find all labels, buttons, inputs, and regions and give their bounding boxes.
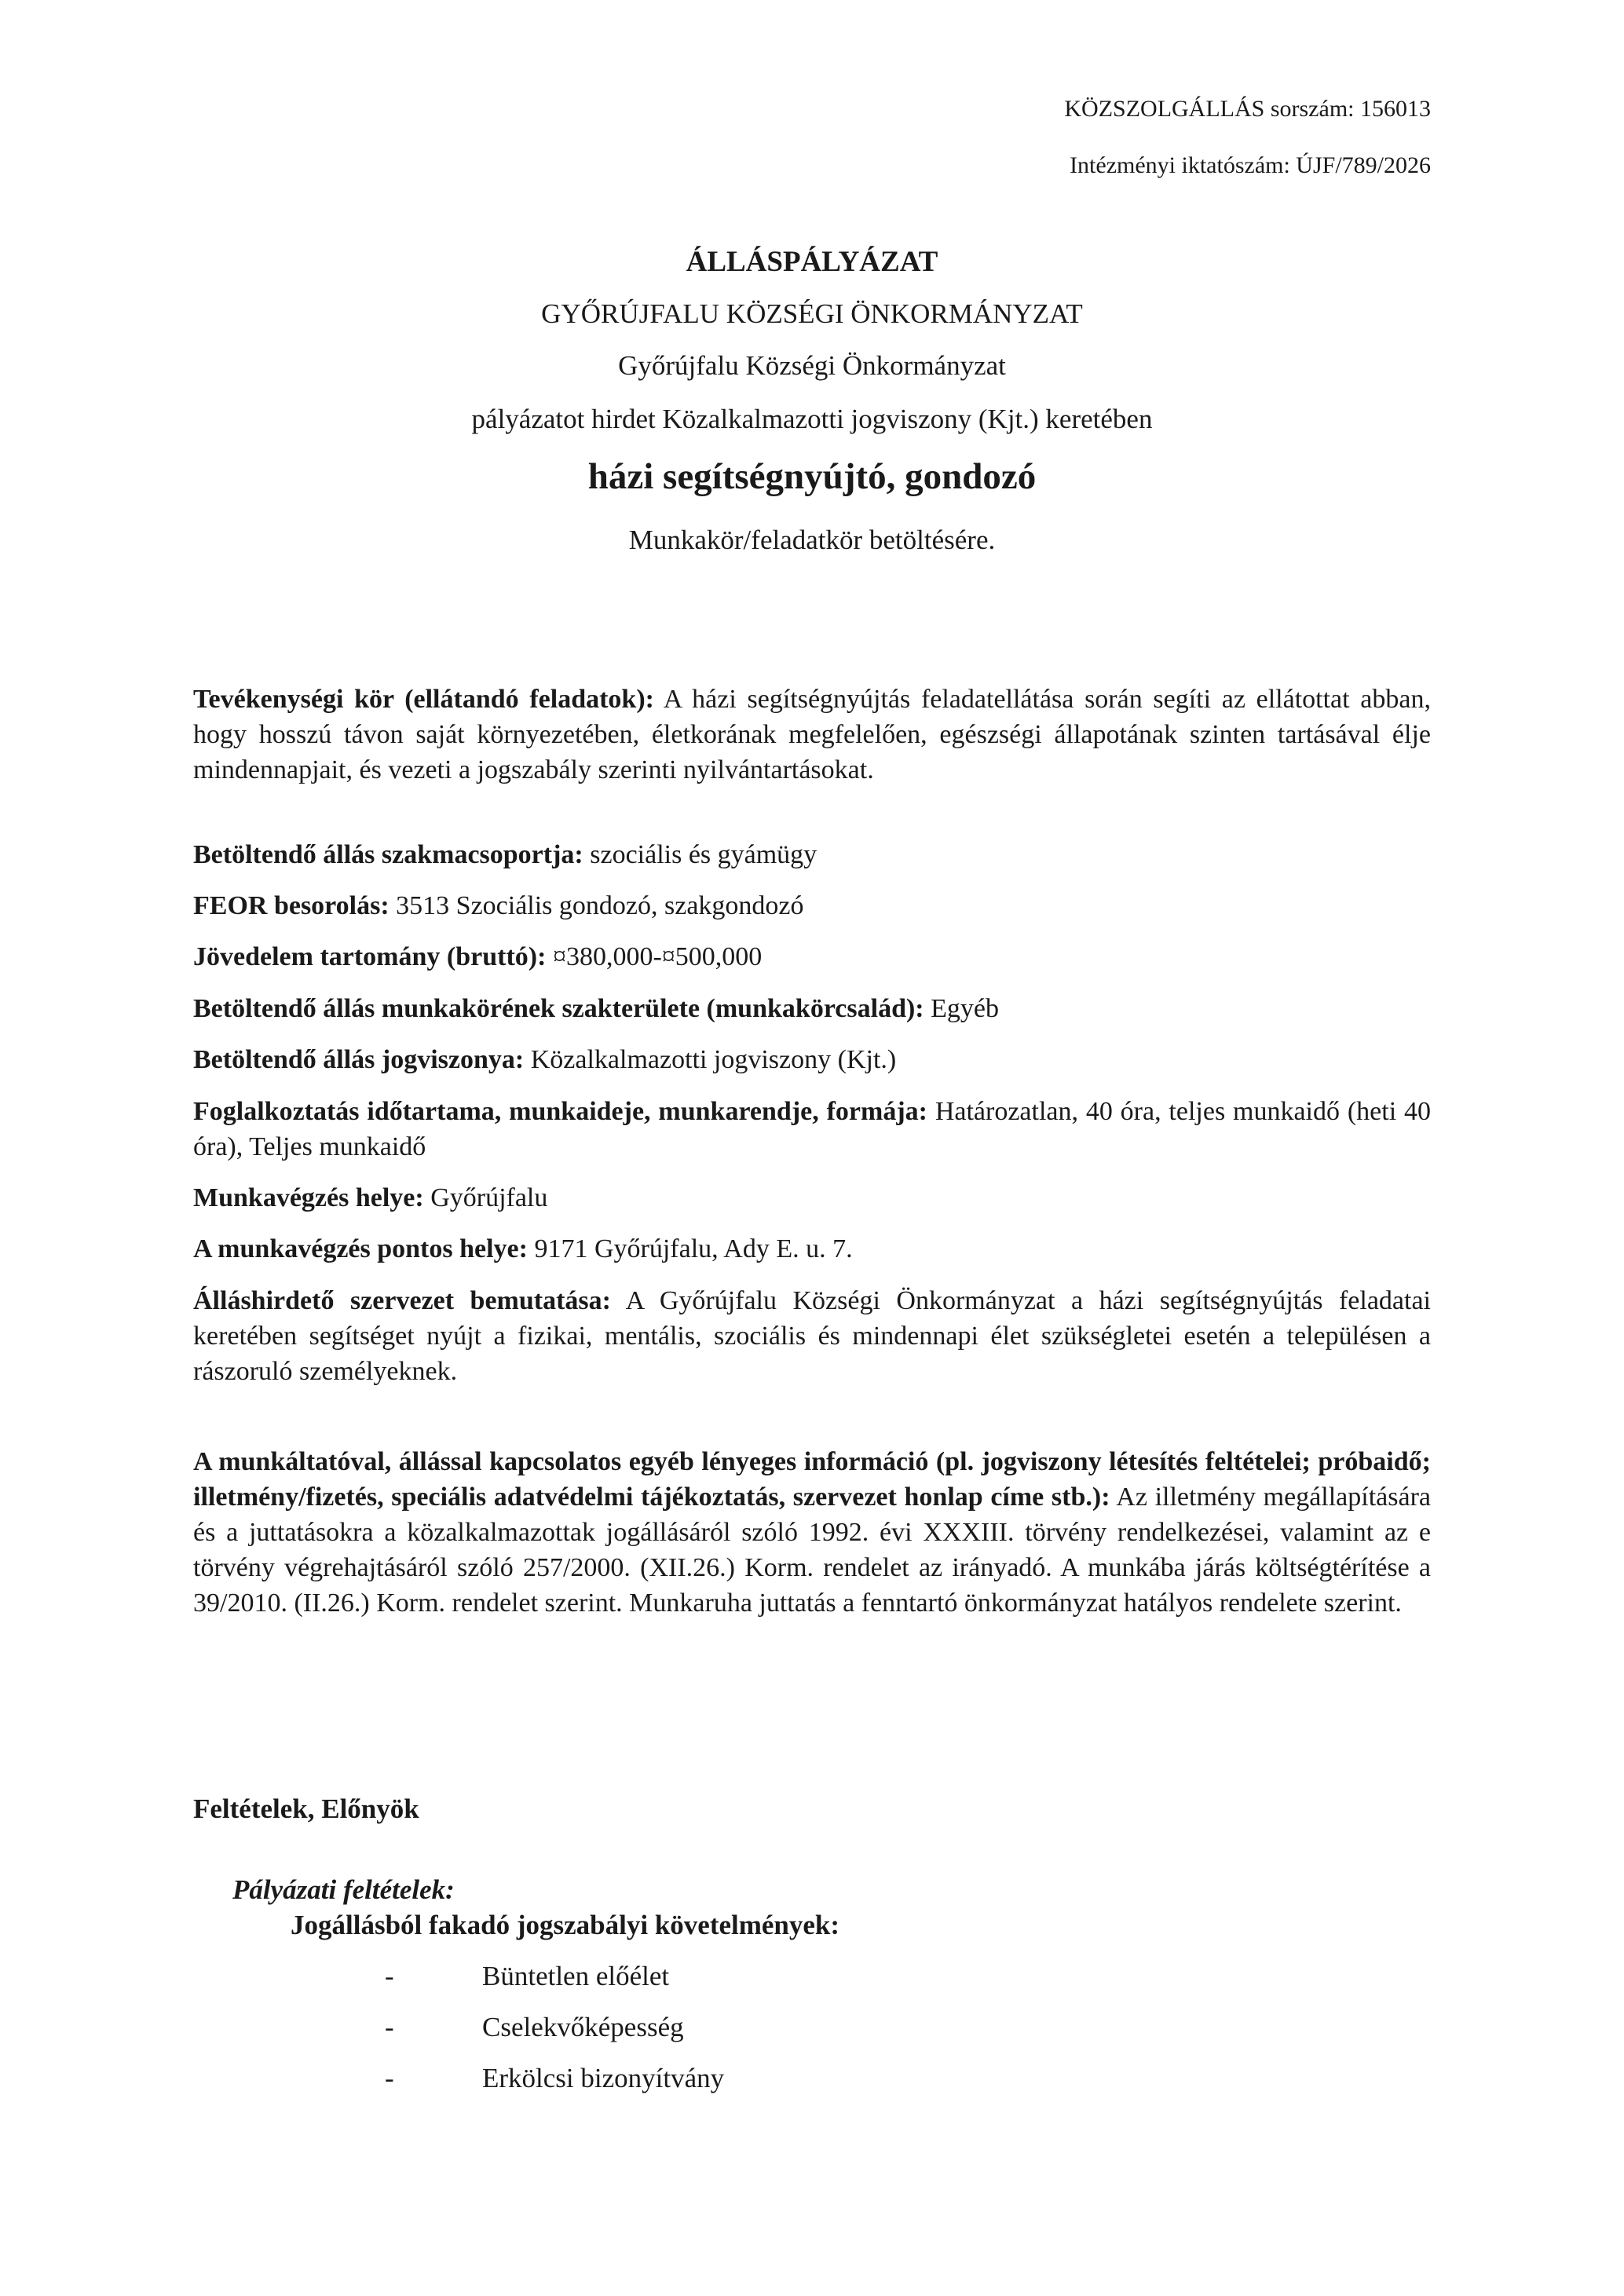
other-info-value: Az illetmény megállapítására és a juttatásokra a közalkalmazottak jogállásáról szóló 1992. évi XXXIII. törvény rendelkezései, valamint az e törvény végrehajtásáról szóló 257/2000. (XII.26.) Korm. rendelet az irányadó. A munkába járás költségtérítése a 39/2010. (II.26.) Korm. rendelet szerint. Munkaruha juttatás a fenntartó önkormányzat hatályos rendelete szerint. [193, 1483, 1431, 1618]
income-label: Jövedelem tartomány (bruttó): [193, 942, 547, 971]
legal-status-paragraph [193, 1042, 1431, 1077]
conditions-section-title: Feltételek, Előnyök [193, 1793, 419, 1824]
organization-name-upper: GYŐRÚJFALU KÖZSÉGI ÖNKORMÁNYZAT [541, 298, 1083, 329]
employment-paragraph [193, 1094, 1431, 1164]
activity-paragraph [193, 682, 1431, 788]
field-label: Betöltendő állás szakmacsoportja: [193, 840, 583, 869]
other-info-paragraph [193, 1444, 1431, 1621]
list-item-text: Erkölcsi bizonyítvány [482, 2063, 725, 2093]
employment-value: Határozatlan, 40 óra, teljes munkaidő (heti 40 óra), Teljes munkaidő [193, 1097, 1431, 1161]
list-dash: - [385, 2063, 394, 2093]
workplace-label: Munkavégzés helye: [193, 1183, 424, 1212]
announcement-intro: pályázatot hirdet Közalkalmazotti jogviszony (Kjt.) keretében [471, 404, 1153, 434]
legal-requirements-title: Jogállásból fakadó jogszabályi követelmények: [291, 1910, 840, 1940]
organization-intro-label: Álláshirdető szervezet bemutatása: [193, 1286, 611, 1315]
feor-value: 3513 Szociális gondozó, szakgondozó [389, 891, 804, 920]
list-item-text: Cselekvőképesség [482, 2012, 684, 2042]
list-item-text: Büntetlen előélet [482, 1961, 670, 1991]
activity-label: Tevékenységi kör (ellátandó feladatok): [193, 685, 654, 714]
exact-workplace-value: 9171 Győrújfalu, Ady E. u. 7. [527, 1234, 853, 1263]
workplace-paragraph [193, 1180, 1431, 1216]
feor-paragraph [193, 888, 1431, 923]
exact-workplace-paragraph [193, 1231, 1431, 1267]
field-value: szociális és gyámügy [583, 840, 817, 869]
organization-intro-value: A Győrújfalu Községi Önkormányzat a házi segítségnyújtás feladatai keretében segítséget nyújt a fizikai, mentális, szociális és mindennapi élet szükségletei esetén a településen a rászoruló személyeknek. [193, 1286, 1431, 1386]
employment-label: Foglalkoztatás időtartama, munkaideje, munkarendje, formája: [193, 1097, 927, 1126]
workplace-value: Győrújfalu [423, 1183, 548, 1212]
position-title: házi segítségnyújtó, gondozó [587, 456, 1037, 497]
income-value: ¤380,000-¤500,000 [546, 942, 763, 971]
exact-workplace-label: A munkavégzés pontos helye: [193, 1234, 528, 1263]
feor-label: FEOR besorolás: [193, 891, 390, 920]
income-paragraph [193, 939, 1431, 974]
legal-status-value: Közalkalmazotti jogviszony (Kjt.) [524, 1045, 897, 1074]
announcement-title: ÁLLÁSPÁLYÁZAT [686, 246, 938, 278]
organization-intro-paragraph [193, 1283, 1431, 1389]
announcement-purpose: Munkakör/feladatkör betöltésére. [628, 525, 996, 555]
list-dash: - [385, 1961, 394, 1991]
reference-number: KÖZSZOLGÁLLÁS sorszám: 156013 [1064, 96, 1431, 122]
registration-number: Intézményi iktatószám: ÚJF/789/2026 [1070, 152, 1431, 178]
field-paragraph [193, 837, 1431, 872]
list-dash: - [385, 2012, 394, 2042]
specialty-value: Egyéb [924, 994, 999, 1023]
specialty-paragraph [193, 991, 1431, 1026]
organization-name: Győrújfalu Községi Önkormányzat [618, 350, 1006, 381]
specialty-label: Betöltendő állás munkakörének szakterülete (munkakörcsalád): [193, 994, 924, 1023]
legal-status-label: Betöltendő állás jogviszonya: [193, 1045, 525, 1074]
application-requirements-title: Pályázati feltételek: [232, 1874, 455, 1905]
activity-value: A házi segítségnyújtás feladatellátása során segíti az ellátottat abban, hogy hosszú távon saját környezetében, életkorának megfelelően, egészségi állapotának szinten tartásával élje mindennapjait, és vezeti a jogszabály szerinti nyilvántartásokat. [193, 685, 1431, 784]
other-info-label: A munkáltatóval, állással kapcsolatos egyéb lényeges információ (pl. jogviszony létesítés feltételei; próbaidő; illetmény/fizetés, speciális adatvédelmi tájékoztatás, szervezet honlap címe stb.): [193, 1447, 1431, 1512]
